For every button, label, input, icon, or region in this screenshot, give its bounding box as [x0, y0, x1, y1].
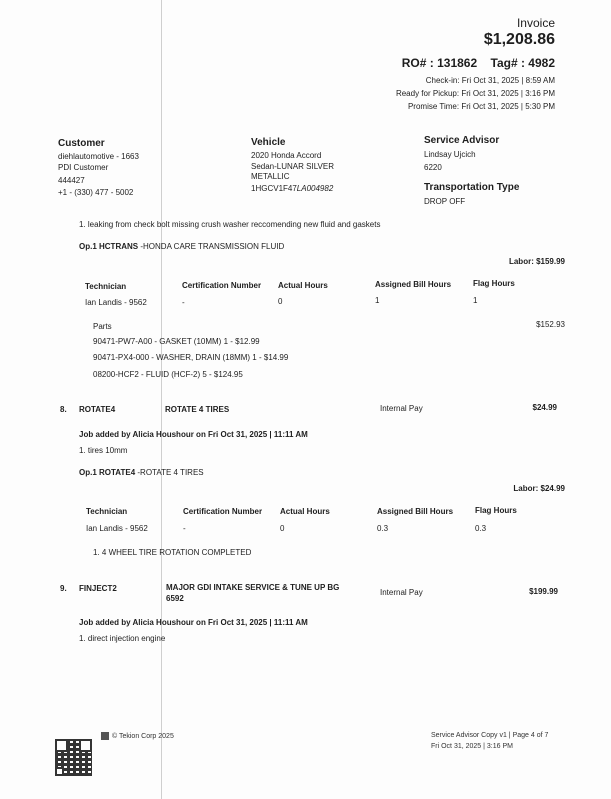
job9-price: $199.99 — [529, 587, 558, 596]
job8-th-cert: Certification Number — [183, 507, 263, 516]
job7-th-assigned: Assigned Bill Hours — [375, 280, 452, 289]
job7-td-technician: Ian Landis - 9562 — [85, 298, 147, 307]
job8-desc: ROTATE 4 TIRES — [165, 405, 230, 414]
job7-note: 1. leaking from check bolt missing crush washer reccomending new fluid and gaskets — [79, 220, 381, 229]
qr-corner — [55, 767, 64, 776]
tekion-logo-icon — [101, 732, 109, 740]
footer-copyright — [101, 732, 174, 740]
job9-desc-line2: 6592 — [166, 594, 184, 603]
customer-name: diehlautomotive - 1663 — [58, 152, 139, 161]
job9-code: FINJECT2 — [79, 584, 117, 593]
advisor-name: Lindsay Ujcich — [424, 150, 476, 159]
job7-td-assigned: 1 — [375, 296, 380, 305]
job8-th-assigned: Assigned Bill Hours — [377, 507, 454, 516]
customer-title: Customer — [58, 138, 105, 149]
customer-id: 444427 — [58, 176, 85, 185]
parts-title: Parts — [93, 322, 112, 331]
job7-th-flag: Flag Hours — [473, 279, 515, 288]
qr-code — [55, 739, 92, 776]
part-item: 90471-PX4-000 - WASHER, DRAIN (18MM) 1 - $14.99 — [93, 353, 289, 362]
job8-pay: Internal Pay — [380, 404, 423, 413]
tag-number: 4982 — [528, 56, 555, 70]
customer-type: PDI Customer — [58, 163, 109, 172]
job8-th-technician: Technician — [86, 507, 128, 516]
doc-type: Invoice — [516, 16, 555, 30]
job7-op — [79, 242, 284, 251]
job9-added: Job added by Alicia Houshour on Fri Oct 31, 2025 | 11:11 AM — [79, 618, 308, 627]
job9-desc-line1: MAJOR GDI INTAKE SERVICE & TUNE UP BG — [166, 583, 340, 592]
job8-added: Job added by Alicia Houshour on Fri Oct 31, 2025 | 11:11 AM — [79, 430, 308, 439]
job8-td-flag: 0.3 — [475, 524, 487, 533]
copyright-text: © Tekion Corp 2025 — [112, 732, 174, 740]
ro-tag-line — [402, 56, 555, 70]
job8-op-desc: -ROTATE 4 TIRES — [135, 468, 204, 477]
advisor-id: 6220 — [424, 163, 442, 172]
job8-code: ROTATE4 — [79, 405, 116, 414]
scan-artifact-line — [161, 0, 162, 799]
parts-total: $152.93 — [536, 320, 565, 329]
ready-time: Ready for Pickup: Fri Oct 31, 2025 | 3:16 PM — [395, 89, 555, 98]
invoice-total: $1,208.86 — [483, 31, 555, 48]
job7-th-actual: Actual Hours — [278, 281, 328, 290]
vin-suffix: LA004982 — [296, 184, 334, 193]
job7-op-code: Op.1 HCTRANS — [79, 242, 139, 251]
tag-label: Tag# : — [490, 56, 525, 70]
job8-th-actual: Actual Hours — [280, 507, 330, 516]
job7-td-cert: - — [182, 298, 185, 307]
advisor-title: Service Advisor — [424, 135, 500, 146]
transport-type: DROP OFF — [424, 197, 466, 206]
customer-phone: +1 - (330) 477 - 5002 — [58, 188, 134, 197]
part-item: 08200-HCF2 - FLUID (HCF-2) 5 - $124.95 — [93, 370, 243, 379]
job7-op-desc: -HONDA CARE TRANSMISSION FLUID — [138, 242, 285, 251]
job7-td-flag: 1 — [473, 296, 478, 305]
job8-td-assigned: 0.3 — [377, 524, 389, 533]
footer-date: Fri Oct 31, 2025 | 3:16 PM — [431, 743, 513, 750]
job8-number: 8. — [60, 405, 67, 414]
ro-number: 131862 — [437, 56, 478, 70]
job7-td-actual: 0 — [278, 297, 283, 306]
footer-copy-info: Service Advisor Copy v1 | Page 4 of 7 — [431, 732, 549, 739]
job8-td-technician: Ian Landis - 9562 — [86, 524, 148, 533]
job8-price: $24.99 — [532, 403, 557, 412]
job8-labor: Labor: $24.99 — [513, 484, 565, 493]
transport-title: Transportation Type — [424, 182, 520, 193]
checkin-time: Check-in: Fri Oct 31, 2025 | 8:59 AM — [425, 76, 555, 85]
job8-th-flag: Flag Hours — [475, 506, 517, 515]
job8-note: 1. tires 10mm — [79, 446, 128, 455]
ro-label: RO# : — [401, 56, 434, 70]
job8-completion: 1. 4 WHEEL TIRE ROTATION COMPLETED — [93, 548, 252, 557]
job8-op — [79, 468, 204, 477]
job9-note: 1. direct injection engine — [79, 634, 166, 643]
promise-time: Promise Time: Fri Oct 31, 2025 | 5:30 PM — [407, 102, 555, 111]
vehicle-line1: 2020 Honda Accord — [251, 151, 322, 160]
job8-op-code: Op.1 ROTATE4 — [79, 468, 136, 477]
job7-labor: Labor: $159.99 — [508, 257, 565, 266]
vehicle-line3: METALLIC — [251, 172, 290, 181]
job7-th-cert: Certification Number — [182, 281, 262, 290]
part-item: 90471-PW7-A00 - GASKET (10MM) 1 - $12.99 — [93, 337, 260, 346]
vehicle-line2: Sedan-LUNAR SILVER — [251, 162, 334, 171]
job8-td-cert: - — [183, 524, 186, 533]
job9-pay: Internal Pay — [380, 588, 423, 597]
job9-number: 9. — [60, 584, 67, 593]
vin-prefix: 1HGCV1F47 — [251, 184, 297, 193]
vehicle-vin — [251, 184, 333, 193]
vehicle-title: Vehicle — [251, 137, 286, 148]
job8-td-actual: 0 — [280, 524, 285, 533]
job7-th-technician: Technician — [85, 282, 127, 291]
